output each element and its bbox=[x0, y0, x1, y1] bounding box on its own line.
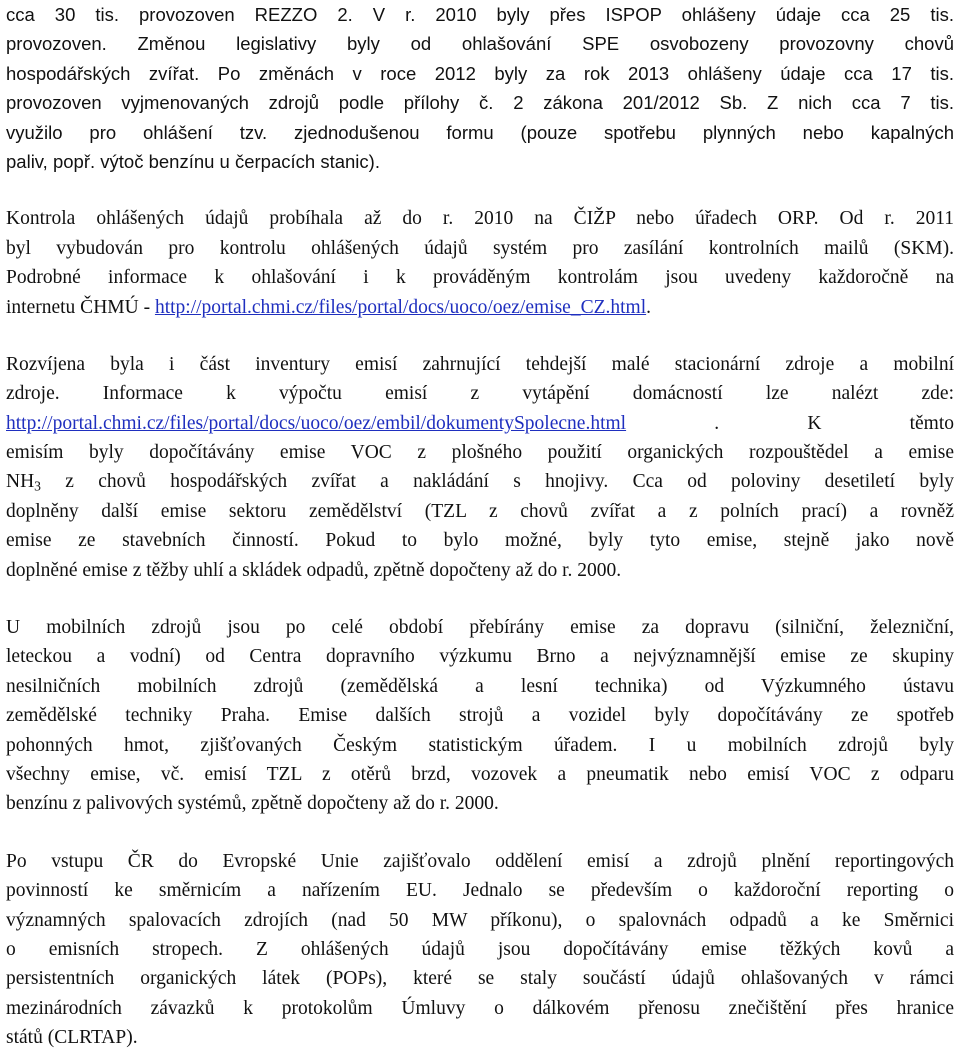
dokumenty-spolecne-link[interactable]: http://portal.chmi.cz/files/portal/docs/uoco/oez/embil/dokumentySpolecne.html bbox=[6, 412, 627, 434]
text-line: doplněny další emise sektoru zemědělství (TZL z chovů zvířat a z polních prací) a rovněž bbox=[6, 500, 954, 522]
text-line: provozoven. Změnou legislativy byly od ohlašování SPE osvobozeny provozovny chovů bbox=[6, 33, 954, 55]
text-line: nesilničních mobilních zdrojů (zemědělská a lesní technika) od Výzkumného ústavu bbox=[6, 675, 954, 697]
text-line: emise ze stavebních činností. Pokud to bylo možné, byly tyto emise, stejně jako nově bbox=[6, 530, 954, 552]
paragraph-mobile-sources bbox=[6, 613, 954, 819]
paragraph-rezzo-reporting bbox=[6, 0, 954, 176]
text-line bbox=[6, 467, 954, 496]
text-line: mezinárodních závazků k protokolům Úmluvy o dálkovém přenosu znečištění přes hranice bbox=[6, 997, 954, 1019]
document-page bbox=[6, 0, 954, 1053]
text-line: povinností ke směrnicím a nařízením EU. Jednalo se především o každoroční reporting o bbox=[6, 880, 954, 902]
text-line: zemědělské techniky Praha. Emise dalších strojů a vozidel byly dopočítávány ze spotřeb bbox=[6, 705, 954, 727]
text-line: emisím byly dopočítávány emise VOC z plošného použití organických rozpouštědel a emise bbox=[6, 442, 954, 464]
text-line bbox=[6, 293, 954, 322]
text-fragment: NH bbox=[6, 471, 35, 493]
text-line: cca 30 tis. provozoven REZZO 2. V r. 2010 byly přes ISPOP ohlášeny údaje cca 25 tis. bbox=[6, 4, 954, 25]
text-line: zdroje. Informace k výpočtu emisí z vytápění domácností lze nalézt zde: bbox=[6, 383, 954, 405]
text-fragment: internetu ČHMÚ - bbox=[6, 296, 155, 318]
paragraph-inventory bbox=[6, 350, 954, 585]
emise-cz-link[interactable]: http://portal.chmi.cz/files/portal/docs/uoco/oez/emise_CZ.html bbox=[154, 296, 647, 318]
paragraph-eu-reporting bbox=[6, 847, 954, 1053]
text-line: Rozvíjena byla i část inventury emisí zahrnující tehdejší malé stacionární zdroje a mobilní bbox=[6, 353, 954, 375]
text-fragment: . bbox=[646, 296, 651, 318]
text-line: hospodářských zvířat. Po změnách v roce 2012 byly za rok 2013 ohlášeny údaje cca 17 tis. bbox=[6, 62, 954, 84]
text-line: pohonných hmot, zjišťovaných Českým statistickým úřadem. I u mobilních zdrojů byly bbox=[6, 734, 954, 756]
text-line: významných spalovacích zdrojích (nad 50 MW příkonu), o spalovnách odpadů a ke Směrnici bbox=[6, 909, 954, 931]
text-line bbox=[6, 409, 954, 438]
text-line: provozoven vyjmenovaných zdrojů podle přílohy č. 2 zákona 201/2012 Sb. Z nich cca 7 tis. bbox=[6, 92, 954, 114]
text-line: využilo pro ohlášení tzv. zjednodušenou formu (pouze spotřebu plynných nebo kapalných bbox=[6, 121, 954, 143]
text-fragment: z chovů hospodářských zvířat a nakládání s hnojivy. Cca od poloviny desetiletí byly bbox=[41, 471, 954, 493]
text-line: všechny emise, vč. emisí TZL z otěrů brzd, vozovek a pneumatik nebo emisí VOC z odparu bbox=[6, 763, 954, 785]
text-line: benzínu z palivových systémů, zpětně dopočteny až do r. 2000. bbox=[6, 793, 499, 815]
text-fragment: . K těmto bbox=[714, 412, 954, 434]
text-line: U mobilních zdrojů jsou po celé období přebírány emise za dopravu (silniční, železniční, bbox=[6, 617, 954, 639]
text-line: Po vstupu ČR do Evropské Unie zajišťovalo oddělení emisí a zdrojů plnění reportingových bbox=[6, 850, 954, 872]
paragraph-control bbox=[6, 204, 954, 322]
formula-nh3 bbox=[6, 471, 41, 492]
text-line: států (CLRTAP). bbox=[6, 1027, 138, 1049]
text-line: paliv, popř. výtoč benzínu u čerpacích stanic). bbox=[6, 150, 380, 172]
text-line: leteckou a vodní) od Centra dopravního výzkumu Brno a nejvýznamnější emise ze skupiny bbox=[6, 646, 954, 668]
text-line: persistentních organických látek (POPs), které se staly součástí údajů ohlašovaných v rámci bbox=[6, 968, 954, 990]
text-line: Podrobné informace k ohlašování i k prováděným kontrolám jsou uvedeny každoročně na bbox=[6, 267, 954, 289]
subscript: 3 bbox=[34, 478, 41, 494]
text-line: byl vybudován pro kontrolu ohlášených údajů systém pro zasílání kontrolních mailů (SKM). bbox=[6, 237, 954, 259]
text-line: o emisních stropech. Z ohlášených údajů jsou dopočítávány emise těžkých kovů a bbox=[6, 938, 954, 960]
text-line: Kontrola ohlášených údajů probíhala až do r. 2010 na ČIŽP nebo úřadech ORP. Od r. 2011 bbox=[6, 208, 954, 230]
text-line: doplněné emise z těžby uhlí a skládek odpadů, zpětně dopočteny až do r. 2000. bbox=[6, 559, 622, 581]
